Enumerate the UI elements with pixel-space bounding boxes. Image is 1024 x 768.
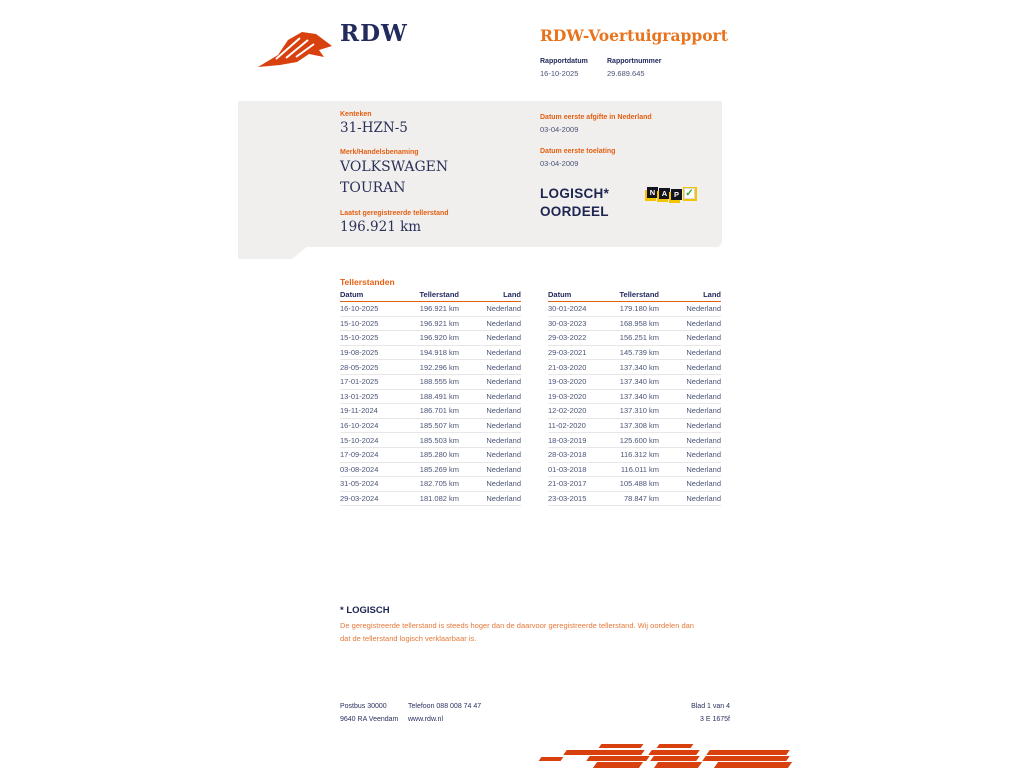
toelating-value: 03-04-2009 bbox=[540, 159, 579, 168]
cell-tellerstand: 145.739 km bbox=[619, 348, 659, 358]
table-row bbox=[340, 463, 521, 478]
column-header-tellerstand: Tellerstand bbox=[619, 290, 659, 299]
nap-letter-n: N bbox=[647, 187, 658, 198]
oordeel-line1: LOGISCH* bbox=[540, 186, 610, 201]
cell-tellerstand: 137.340 km bbox=[619, 391, 659, 401]
cell-tellerstand: 185.280 km bbox=[419, 450, 459, 460]
table-row bbox=[340, 317, 521, 332]
cell-datum: 15-10-2025 bbox=[340, 333, 379, 343]
merk-value-line1: VOLKSWAGEN bbox=[340, 159, 449, 175]
cell-tellerstand: 137.308 km bbox=[619, 421, 659, 431]
report-date-value: 16-10-2025 bbox=[540, 69, 579, 78]
afgifte-value: 03-04-2009 bbox=[540, 125, 579, 134]
oordeel-line2: OORDEEL bbox=[540, 204, 609, 219]
cell-land: Nederland bbox=[486, 464, 521, 474]
logisch-note-text bbox=[340, 620, 738, 645]
cell-datum: 03-08-2024 bbox=[340, 464, 379, 474]
nap-logo-icon bbox=[646, 185, 698, 211]
cell-land: Nederland bbox=[686, 348, 721, 358]
table-row bbox=[548, 331, 721, 346]
cell-datum: 21-03-2020 bbox=[548, 362, 587, 372]
cell-datum: 19-03-2020 bbox=[548, 391, 587, 401]
footer-form-code: 3 E 1675f bbox=[700, 716, 730, 723]
kenteken-value: 31-HZN-5 bbox=[340, 120, 408, 136]
footer-phone: Telefoon 088 008 74 47 bbox=[408, 703, 482, 710]
table-row bbox=[340, 346, 521, 361]
cell-land: Nederland bbox=[686, 304, 721, 314]
table-header-row bbox=[340, 290, 521, 302]
cell-land: Nederland bbox=[486, 435, 521, 445]
cell-land: Nederland bbox=[486, 377, 521, 387]
logisch-note-line2: dat de tellerstand logisch verklaarbaar is. bbox=[340, 633, 477, 643]
rdw-logo-icon bbox=[256, 25, 336, 71]
table-row bbox=[340, 433, 521, 448]
rdw-wordmark: RDW bbox=[340, 20, 408, 47]
footer-website: www.rdw.nl bbox=[408, 716, 444, 723]
cell-tellerstand: 185.269 km bbox=[419, 464, 459, 474]
afgifte-label: Datum eerste afgifte in Nederland bbox=[540, 114, 652, 121]
cell-datum: 16-10-2025 bbox=[340, 304, 379, 314]
cell-datum: 17-01-2025 bbox=[340, 377, 379, 387]
cell-tellerstand: 196.921 km bbox=[419, 318, 459, 328]
cell-land: Nederland bbox=[686, 494, 721, 504]
cell-land: Nederland bbox=[486, 362, 521, 372]
nap-letter-p: P bbox=[671, 189, 682, 200]
cell-datum: 31-05-2024 bbox=[340, 479, 379, 489]
table-row bbox=[548, 477, 721, 492]
cell-tellerstand: 185.507 km bbox=[419, 421, 459, 431]
cell-tellerstand: 188.555 km bbox=[419, 377, 459, 387]
cell-datum: 15-10-2024 bbox=[340, 435, 379, 445]
cell-datum: 16-10-2024 bbox=[340, 421, 379, 431]
cell-tellerstand: 105.488 km bbox=[619, 479, 659, 489]
cell-datum: 11-02-2020 bbox=[548, 421, 586, 431]
cell-datum: 28-03-2018 bbox=[548, 450, 587, 460]
cell-datum: 29-03-2021 bbox=[548, 348, 587, 358]
cell-datum: 01-03-2018 bbox=[548, 464, 587, 474]
table-row bbox=[548, 346, 721, 361]
cell-land: Nederland bbox=[486, 304, 521, 314]
cell-datum: 29-03-2024 bbox=[340, 494, 379, 504]
table-row bbox=[548, 463, 721, 478]
cell-land: Nederland bbox=[486, 406, 521, 416]
cell-datum: 19-11-2024 bbox=[340, 406, 378, 416]
table-header-row bbox=[548, 290, 721, 302]
cell-land: Nederland bbox=[486, 494, 521, 504]
page-title: RDW-Voertuigrapport bbox=[540, 26, 728, 45]
cell-datum: 12-02-2020 bbox=[548, 406, 587, 416]
toelating-label: Datum eerste toelating bbox=[540, 148, 616, 155]
table-row bbox=[548, 302, 721, 317]
cell-datum: 28-05-2025 bbox=[340, 362, 379, 372]
table-row bbox=[548, 404, 721, 419]
cell-datum: 23-03-2015 bbox=[548, 494, 587, 504]
tellerstanden-heading: Tellerstanden bbox=[340, 277, 395, 287]
cell-datum: 19-08-2025 bbox=[340, 348, 379, 358]
tellerstanden-table-left bbox=[340, 290, 521, 506]
table-row bbox=[340, 375, 521, 390]
tellerstand-value: 196.921 km bbox=[340, 219, 422, 235]
table-row bbox=[340, 360, 521, 375]
tellerstanden-table-right bbox=[548, 290, 721, 506]
table-row bbox=[340, 331, 521, 346]
report-date-label: Rapportdatum bbox=[540, 58, 588, 65]
cell-datum: 15-10-2025 bbox=[340, 318, 379, 328]
vehicle-summary-box-tail bbox=[238, 246, 308, 259]
cell-land: Nederland bbox=[686, 377, 721, 387]
footer-page-indicator: Blad 1 van 4 bbox=[691, 703, 730, 710]
cell-land: Nederland bbox=[686, 362, 721, 372]
cell-land: Nederland bbox=[686, 435, 721, 445]
table-row bbox=[548, 448, 721, 463]
cell-tellerstand: 168.958 km bbox=[619, 318, 659, 328]
cell-tellerstand: 116.312 km bbox=[620, 450, 659, 460]
cell-land: Nederland bbox=[686, 464, 721, 474]
cell-land: Nederland bbox=[486, 333, 521, 343]
nap-letter-a: A bbox=[659, 188, 670, 199]
cell-land: Nederland bbox=[686, 479, 721, 489]
oordeel-text bbox=[540, 185, 609, 221]
cell-tellerstand: 137.310 km bbox=[619, 406, 659, 416]
cell-tellerstand: 78.847 km bbox=[623, 494, 659, 504]
cell-land: Nederland bbox=[686, 450, 721, 460]
report-number-label: Rapportnummer bbox=[607, 58, 662, 65]
cell-datum: 30-01-2024 bbox=[548, 304, 587, 314]
kenteken-label: Kenteken bbox=[340, 111, 372, 118]
table-row bbox=[548, 390, 721, 405]
table-row bbox=[340, 404, 521, 419]
cell-datum: 29-03-2022 bbox=[548, 333, 587, 343]
column-header-datum: Datum bbox=[340, 290, 364, 299]
cell-tellerstand: 116.011 km bbox=[620, 464, 659, 474]
table-row bbox=[548, 317, 721, 332]
footer-address-line1: Postbus 30000 bbox=[340, 703, 387, 710]
column-header-land: Land bbox=[703, 290, 721, 299]
cell-land: Nederland bbox=[486, 318, 521, 328]
cell-datum: 21-03-2017 bbox=[548, 479, 587, 489]
column-header-tellerstand: Tellerstand bbox=[419, 290, 459, 299]
cell-tellerstand: 194.918 km bbox=[419, 348, 459, 358]
cell-datum: 30-03-2023 bbox=[548, 318, 587, 328]
vehicle-summary-box bbox=[238, 101, 722, 247]
tellerstand-label: Laatst geregistreerde tellerstand bbox=[340, 210, 449, 217]
table-row bbox=[548, 419, 721, 434]
cell-datum: 13-01-2025 bbox=[340, 391, 379, 401]
cell-tellerstand: 192.296 km bbox=[419, 362, 459, 372]
table-row bbox=[340, 477, 521, 492]
cell-land: Nederland bbox=[686, 391, 721, 401]
table-row bbox=[340, 448, 521, 463]
column-header-datum: Datum bbox=[548, 290, 572, 299]
table-row bbox=[340, 302, 521, 317]
cell-tellerstand: 196.921 km bbox=[419, 304, 459, 314]
cell-tellerstand: 186.701 km bbox=[419, 406, 459, 416]
cell-tellerstand: 182.705 km bbox=[419, 479, 459, 489]
cell-land: Nederland bbox=[686, 318, 721, 328]
cell-tellerstand: 196.920 km bbox=[419, 333, 459, 343]
nap-checkmark-icon: ✓ bbox=[685, 188, 694, 199]
table-row bbox=[340, 492, 521, 507]
logisch-note-line1: De geregistreerde tellerstand is steeds hoger dan de daarvoor geregistreerde tellerstand. Wij oordelen dan bbox=[340, 621, 694, 630]
footer-address-line2: 9640 RA Veendam bbox=[340, 716, 399, 723]
cell-tellerstand: 185.503 km bbox=[419, 435, 459, 445]
report-number-value: 29.689.645 bbox=[607, 69, 645, 78]
cell-datum: 18-03-2019 bbox=[548, 435, 587, 445]
cell-land: Nederland bbox=[486, 421, 521, 431]
cell-land: Nederland bbox=[686, 333, 721, 343]
cell-land: Nederland bbox=[486, 479, 521, 489]
table-row bbox=[340, 419, 521, 434]
cell-tellerstand: 137.340 km bbox=[619, 362, 659, 372]
cell-tellerstand: 188.491 km bbox=[419, 391, 459, 401]
cell-tellerstand: 125.600 km bbox=[619, 435, 659, 445]
cell-datum: 19-03-2020 bbox=[548, 377, 587, 387]
cell-land: Nederland bbox=[486, 450, 521, 460]
cell-tellerstand: 137.340 km bbox=[619, 377, 659, 387]
table-row bbox=[548, 375, 721, 390]
cell-land: Nederland bbox=[486, 348, 521, 358]
table-row bbox=[548, 433, 721, 448]
cell-tellerstand: 156.251 km bbox=[619, 333, 659, 343]
logisch-note-heading: * LOGISCH bbox=[340, 605, 390, 616]
column-header-land: Land bbox=[503, 290, 521, 299]
cell-land: Nederland bbox=[486, 391, 521, 401]
merk-value-line2: TOURAN bbox=[340, 180, 406, 196]
cell-tellerstand: 179.180 km bbox=[619, 304, 659, 314]
table-row bbox=[548, 492, 721, 507]
table-row bbox=[340, 390, 521, 405]
table-row bbox=[548, 360, 721, 375]
cell-land: Nederland bbox=[686, 406, 721, 416]
cell-datum: 17-09-2024 bbox=[340, 450, 379, 460]
cell-land: Nederland bbox=[686, 421, 721, 431]
merk-label: Merk/Handelsbenaming bbox=[340, 149, 419, 156]
cell-tellerstand: 181.082 km bbox=[419, 494, 459, 504]
